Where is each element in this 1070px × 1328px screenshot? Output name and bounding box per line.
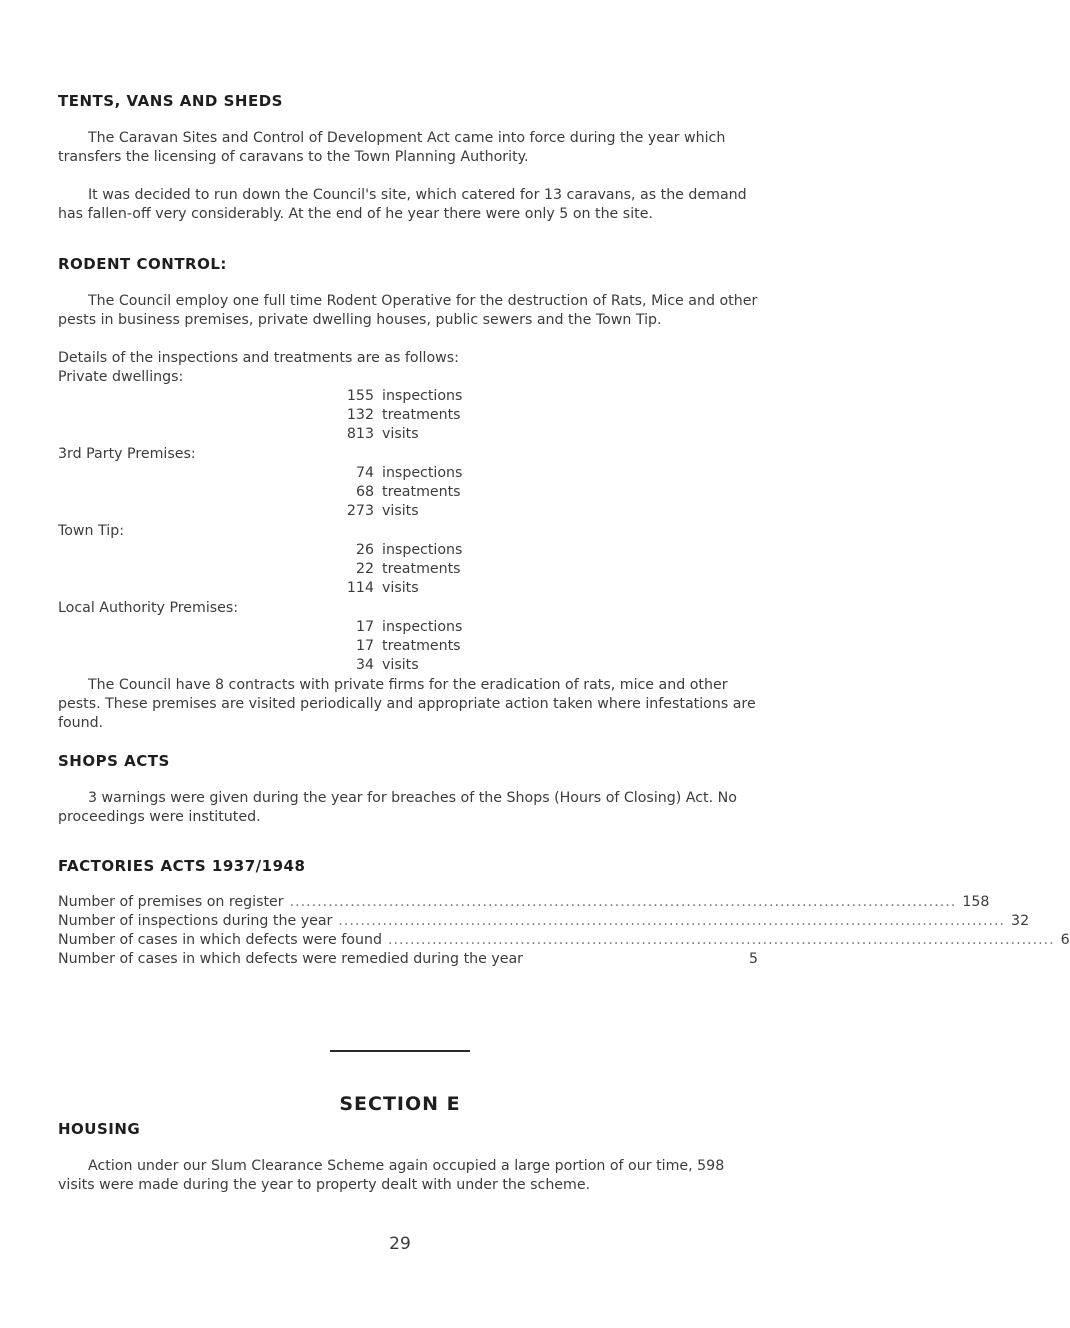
- stat-row: [330, 561, 630, 580]
- factories-row-value: 32: [1011, 913, 1030, 929]
- factories-row-value: 6: [1060, 932, 1070, 948]
- dot-leader: [529, 951, 712, 970]
- dot-leader: .........................................................................................................................: [387, 932, 1055, 948]
- factories-row-label: Number of cases in which defects were remedied during the year: [58, 951, 524, 967]
- stat-unit: inspections: [382, 388, 463, 404]
- group-label-town-tip: Town Tip:: [58, 523, 124, 539]
- rodent-paragraph-2: Details of the inspections and treatments are as follows:: [58, 350, 459, 366]
- factories-row-label: Number of cases in which defects were found: [58, 932, 382, 948]
- stat-number: 132: [346, 407, 374, 423]
- stat-unit: inspections: [382, 465, 463, 481]
- factories-row: [58, 932, 1070, 951]
- stat-unit: visits: [382, 580, 419, 596]
- factories-row-value: 158: [962, 894, 990, 910]
- stat-unit: visits: [382, 657, 419, 673]
- stat-row: [330, 465, 630, 484]
- rodent-paragraph-1: The Council employ one full time Rodent Operative for the destruction of Rats, Mice and other pests in business premises, private dwelling houses, public sewers and the Town Tip.: [58, 293, 758, 328]
- stat-row: [330, 407, 630, 426]
- stat-row: [330, 619, 630, 638]
- stat-number: 813: [346, 426, 374, 442]
- shops-heading: SHOPS ACTS: [58, 752, 170, 770]
- factories-row: [58, 894, 990, 913]
- stat-row: [330, 580, 630, 599]
- factories-row-label: Number of premises on register: [58, 894, 284, 910]
- factories-row-label: Number of inspections during the year: [58, 913, 333, 929]
- stat-unit: inspections: [382, 619, 463, 635]
- stat-row: [330, 484, 630, 503]
- stat-unit: visits: [382, 503, 419, 519]
- stat-unit: inspections: [382, 542, 463, 558]
- tents-paragraph-1: The Caravan Sites and Control of Development Act came into force during the year which transfers the licensing of caravans to the Town Planning Authority.: [58, 130, 726, 165]
- dot-leader: .........................................................................................................................: [338, 913, 1006, 929]
- tents-heading: TENTS, VANS AND SHEDS: [58, 92, 283, 110]
- group-label-third-party: 3rd Party Premises:: [58, 446, 196, 462]
- stat-number: 34: [355, 657, 374, 673]
- rodent-paragraph-3: The Council have 8 contracts with private firms for the eradication of rats, mice and other pests. These premises are visited periodically and appropriate action taken where infestations are found.: [58, 677, 756, 731]
- stat-number: 17: [355, 619, 374, 635]
- stat-number: 17: [355, 638, 374, 654]
- dot-leader: .........................................................................................................................: [289, 894, 957, 910]
- shops-paragraph: 3 warnings were given during the year for breaches of the Shops (Hours of Closing) Act. No proceedings were instituted.: [58, 790, 737, 825]
- housing-heading: HOUSING: [58, 1120, 141, 1138]
- housing-paragraph: Action under our Slum Clearance Scheme again occupied a large portion of our time, 598 visits were made during the year to property dealt with under the scheme.: [58, 1158, 725, 1193]
- page-number: 29: [389, 1234, 411, 1254]
- factories-row: [58, 951, 758, 970]
- stat-unit: treatments: [382, 561, 461, 577]
- factories-row-value: 5: [748, 951, 758, 967]
- stat-unit: treatments: [382, 484, 461, 500]
- stat-number: 114: [346, 580, 374, 596]
- stat-number: 26: [355, 542, 374, 558]
- stat-row: [330, 542, 630, 561]
- section-title: SECTION E: [339, 1092, 461, 1115]
- group-label-private-dwellings: Private dwellings:: [58, 369, 184, 385]
- stat-number: 155: [346, 388, 374, 404]
- stat-row: [330, 426, 630, 445]
- stat-number: 273: [346, 503, 374, 519]
- stat-unit: treatments: [382, 407, 461, 423]
- rodent-heading: RODENT CONTROL:: [58, 255, 227, 273]
- stat-row: [330, 503, 630, 522]
- stat-row: [330, 638, 630, 657]
- stat-number: 74: [355, 465, 374, 481]
- factories-row: [58, 913, 1030, 932]
- stat-row: [330, 657, 630, 676]
- stat-unit: visits: [382, 426, 419, 442]
- section-divider: [330, 1050, 470, 1052]
- stat-number: 68: [355, 484, 374, 500]
- stat-row: [330, 388, 630, 407]
- tents-paragraph-2: It was decided to run down the Council's site, which catered for 13 caravans, as the demand has fallen-off very considerably. At the end of he year there were only 5 on the site.: [58, 187, 747, 222]
- factories-heading: FACTORIES ACTS 1937/1948: [58, 857, 306, 875]
- stat-unit: treatments: [382, 638, 461, 654]
- group-label-local-authority: Local Authority Premises:: [58, 600, 239, 616]
- stat-number: 22: [355, 561, 374, 577]
